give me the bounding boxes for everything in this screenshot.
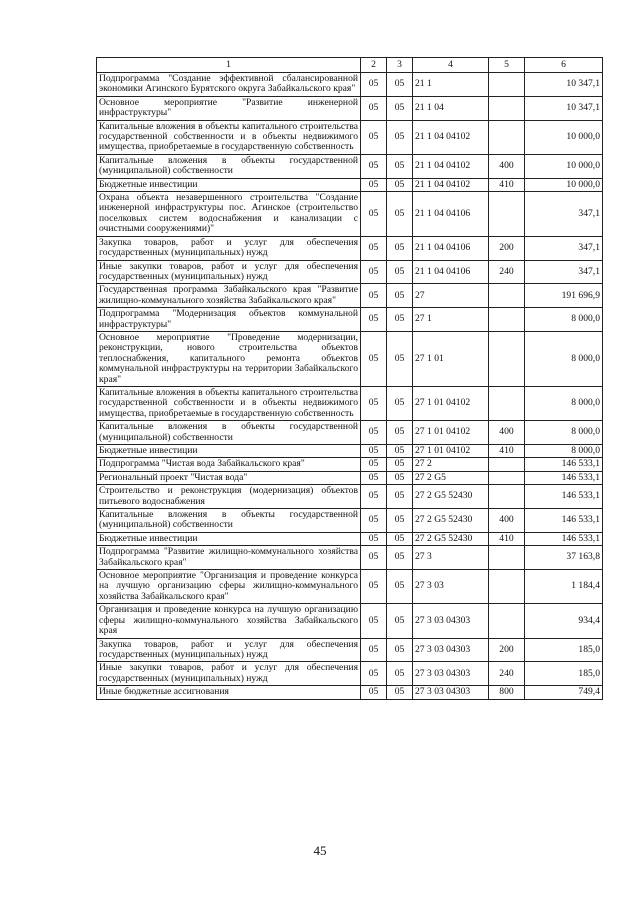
expense-type-cell bbox=[489, 485, 525, 509]
row-name-cell: Строительство и реконструкция (модернизация) объектов питьевого водоснабжения bbox=[97, 485, 361, 509]
expense-type-cell bbox=[489, 308, 525, 332]
amount-cell: 37 163,8 bbox=[525, 546, 603, 570]
row-name-cell: Основное мероприятие "Развитие инженерной инфраструктуры" bbox=[97, 96, 361, 120]
header-col-2: 2 bbox=[361, 58, 387, 73]
row-name-cell: Капитальные вложения в объекты государственной (муниципальной) собственности bbox=[97, 421, 361, 445]
target-article-cell: 27 1 01 04102 bbox=[413, 386, 489, 420]
table-row bbox=[97, 308, 603, 332]
subsection-code-cell: 05 bbox=[387, 604, 413, 638]
table-row bbox=[97, 509, 603, 533]
section-code-cell: 05 bbox=[361, 509, 387, 533]
section-code-cell: 05 bbox=[361, 445, 387, 458]
subsection-code-cell: 05 bbox=[387, 445, 413, 458]
section-code-cell: 05 bbox=[361, 96, 387, 120]
amount-cell: 8 000,0 bbox=[525, 386, 603, 420]
row-name-cell: Подпрограмма "Создание эффективной сбалансированной экономики Агинского Бурятского округа Забайкальского края" bbox=[97, 73, 361, 97]
table-row bbox=[97, 471, 603, 484]
amount-cell: 146 533,1 bbox=[525, 458, 603, 471]
subsection-code-cell: 05 bbox=[387, 638, 413, 662]
expense-type-cell: 410 bbox=[489, 532, 525, 545]
amount-cell: 185,0 bbox=[525, 638, 603, 662]
expense-type-cell bbox=[489, 386, 525, 420]
amount-cell: 185,0 bbox=[525, 662, 603, 686]
row-name-cell: Бюджетные инвестиции bbox=[97, 178, 361, 191]
row-name-cell: Основное мероприятие "Организация и проведение конкурса на лучшую организацию сферы жилищно-коммунального хозяйства Забайкальского края" bbox=[97, 570, 361, 604]
target-article-cell: 27 2 G5 bbox=[413, 471, 489, 484]
amount-cell: 8 000,0 bbox=[525, 445, 603, 458]
header-row bbox=[97, 58, 603, 73]
row-name-cell: Закупка товаров, работ и услуг для обеспечения государственных (муниципальных) нужд bbox=[97, 638, 361, 662]
table-row bbox=[97, 421, 603, 445]
target-article-cell: 27 2 bbox=[413, 458, 489, 471]
row-name-cell: Иные бюджетные ассигнования bbox=[97, 686, 361, 699]
budget-table bbox=[96, 57, 603, 700]
header-col-1: 1 bbox=[97, 58, 361, 73]
row-name-cell: Подпрограмма "Развитие жилищно-коммунального хозяйства Забайкальского края" bbox=[97, 546, 361, 570]
expense-type-cell bbox=[489, 471, 525, 484]
amount-cell: 10 000,0 bbox=[525, 178, 603, 191]
section-code-cell: 05 bbox=[361, 604, 387, 638]
table-row bbox=[97, 485, 603, 509]
subsection-code-cell: 05 bbox=[387, 509, 413, 533]
amount-cell: 8 000,0 bbox=[525, 308, 603, 332]
table-row bbox=[97, 570, 603, 604]
section-code-cell: 05 bbox=[361, 485, 387, 509]
subsection-code-cell: 05 bbox=[387, 570, 413, 604]
subsection-code-cell: 05 bbox=[387, 178, 413, 191]
subsection-code-cell: 05 bbox=[387, 386, 413, 420]
table-body bbox=[97, 73, 603, 700]
amount-cell: 934,4 bbox=[525, 604, 603, 638]
amount-cell: 1 184,4 bbox=[525, 570, 603, 604]
row-name-cell: Подпрограмма "Модернизация объектов коммунальной инфраструктуры" bbox=[97, 308, 361, 332]
section-code-cell: 05 bbox=[361, 178, 387, 191]
amount-cell: 10 347,1 bbox=[525, 96, 603, 120]
row-name-cell: Подпрограмма "Чистая вода Забайкальского края" bbox=[97, 458, 361, 471]
row-name-cell: Капитальные вложения в объекты капитального строительства государственной собственности и в объекты недвижимого имущества, приобретаемые в государственную собственность bbox=[97, 386, 361, 420]
row-name-cell: Охрана объекта незавершенного строительства "Создание инженерной инфраструктуры пос. Агинское (строительство поселковых систем водоснабжения и канализации с очистными сооружениями)" bbox=[97, 192, 361, 237]
target-article-cell: 27 bbox=[413, 284, 489, 308]
amount-cell: 146 533,1 bbox=[525, 471, 603, 484]
subsection-code-cell: 05 bbox=[387, 236, 413, 260]
target-article-cell: 21 1 04 04106 bbox=[413, 192, 489, 237]
table-row bbox=[97, 638, 603, 662]
expense-type-cell bbox=[489, 570, 525, 604]
page-number: 45 bbox=[313, 843, 327, 858]
row-name-cell: Иные закупки товаров, работ и услуг для обеспечения государственных (муниципальных) нужд bbox=[97, 662, 361, 686]
section-code-cell: 05 bbox=[361, 284, 387, 308]
amount-cell: 146 533,1 bbox=[525, 485, 603, 509]
row-name-cell: Капитальные вложения в объекты капитального строительства государственной собственности и в объекты недвижимого имущества, приобретаемые в государственную собственность bbox=[97, 120, 361, 154]
target-article-cell: 27 3 bbox=[413, 546, 489, 570]
row-name-cell: Бюджетные инвестиции bbox=[97, 532, 361, 545]
table-row bbox=[97, 386, 603, 420]
section-code-cell: 05 bbox=[361, 236, 387, 260]
target-article-cell: 21 1 04 04106 bbox=[413, 236, 489, 260]
target-article-cell: 27 1 01 bbox=[413, 331, 489, 386]
row-name-cell: Капитальные вложения в объекты государственной (муниципальной) собственности bbox=[97, 154, 361, 178]
row-name-cell: Иные закупки товаров, работ и услуг для обеспечения государственных (муниципальных) нужд bbox=[97, 260, 361, 284]
target-article-cell: 27 1 01 04102 bbox=[413, 421, 489, 445]
section-code-cell: 05 bbox=[361, 73, 387, 97]
table-header bbox=[97, 58, 603, 73]
subsection-code-cell: 05 bbox=[387, 532, 413, 545]
row-name-cell: Региональный проект "Чистая вода" bbox=[97, 471, 361, 484]
subsection-code-cell: 05 bbox=[387, 73, 413, 97]
expense-type-cell: 200 bbox=[489, 638, 525, 662]
expense-type-cell bbox=[489, 284, 525, 308]
amount-cell: 191 696,9 bbox=[525, 284, 603, 308]
table-row bbox=[97, 96, 603, 120]
header-col-4: 4 bbox=[413, 58, 489, 73]
row-name-cell: Бюджетные инвестиции bbox=[97, 445, 361, 458]
subsection-code-cell: 05 bbox=[387, 284, 413, 308]
section-code-cell: 05 bbox=[361, 154, 387, 178]
target-article-cell: 21 1 04 04106 bbox=[413, 260, 489, 284]
section-code-cell: 05 bbox=[361, 638, 387, 662]
table-row bbox=[97, 331, 603, 386]
table-row bbox=[97, 154, 603, 178]
section-code-cell: 05 bbox=[361, 546, 387, 570]
expense-type-cell: 400 bbox=[489, 154, 525, 178]
target-article-cell: 27 1 bbox=[413, 308, 489, 332]
row-name-cell: Организация и проведение конкурса на лучшую организацию сферы жилищно-коммунального хозяйства Забайкальского края bbox=[97, 604, 361, 638]
subsection-code-cell: 05 bbox=[387, 96, 413, 120]
section-code-cell: 05 bbox=[361, 662, 387, 686]
target-article-cell: 27 2 G5 52430 bbox=[413, 485, 489, 509]
amount-cell: 8 000,0 bbox=[525, 421, 603, 445]
target-article-cell: 27 2 G5 52430 bbox=[413, 532, 489, 545]
section-code-cell: 05 bbox=[361, 458, 387, 471]
subsection-code-cell: 05 bbox=[387, 331, 413, 386]
table-row bbox=[97, 445, 603, 458]
expense-type-cell: 400 bbox=[489, 421, 525, 445]
target-article-cell: 21 1 bbox=[413, 73, 489, 97]
amount-cell: 749,4 bbox=[525, 686, 603, 699]
table-row bbox=[97, 532, 603, 545]
target-article-cell: 27 1 01 04102 bbox=[413, 445, 489, 458]
table-row bbox=[97, 686, 603, 699]
subsection-code-cell: 05 bbox=[387, 546, 413, 570]
section-code-cell: 05 bbox=[361, 471, 387, 484]
header-col-5: 5 bbox=[489, 58, 525, 73]
target-article-cell: 27 3 03 04303 bbox=[413, 686, 489, 699]
subsection-code-cell: 05 bbox=[387, 260, 413, 284]
section-code-cell: 05 bbox=[361, 570, 387, 604]
amount-cell: 347,1 bbox=[525, 236, 603, 260]
expense-type-cell: 240 bbox=[489, 260, 525, 284]
expense-type-cell: 410 bbox=[489, 178, 525, 191]
target-article-cell: 27 3 03 04303 bbox=[413, 604, 489, 638]
expense-type-cell bbox=[489, 604, 525, 638]
row-name-cell: Закупка товаров, работ и услуг для обеспечения государственных (муниципальных) нужд bbox=[97, 236, 361, 260]
expense-type-cell bbox=[489, 120, 525, 154]
table-row bbox=[97, 120, 603, 154]
target-article-cell: 21 1 04 bbox=[413, 96, 489, 120]
subsection-code-cell: 05 bbox=[387, 421, 413, 445]
subsection-code-cell: 05 bbox=[387, 686, 413, 699]
expense-type-cell bbox=[489, 331, 525, 386]
subsection-code-cell: 05 bbox=[387, 120, 413, 154]
expense-type-cell: 410 bbox=[489, 445, 525, 458]
target-article-cell: 27 2 G5 52430 bbox=[413, 509, 489, 533]
table-row bbox=[97, 73, 603, 97]
expense-type-cell: 400 bbox=[489, 509, 525, 533]
table-row bbox=[97, 284, 603, 308]
section-code-cell: 05 bbox=[361, 308, 387, 332]
section-code-cell: 05 bbox=[361, 260, 387, 284]
expense-type-cell: 200 bbox=[489, 236, 525, 260]
amount-cell: 347,1 bbox=[525, 260, 603, 284]
amount-cell: 10 000,0 bbox=[525, 120, 603, 154]
table-row bbox=[97, 662, 603, 686]
header-col-6: 6 bbox=[525, 58, 603, 73]
table-row bbox=[97, 604, 603, 638]
section-code-cell: 05 bbox=[361, 192, 387, 237]
table-row bbox=[97, 458, 603, 471]
row-name-cell: Основное мероприятие "Проведение модернизации, реконструкции, нового строительства объектов теплоснабжения, капитального ремонта объектов коммунальной инфраструктуры на территории Забайкальского края" bbox=[97, 331, 361, 386]
expense-type-cell bbox=[489, 458, 525, 471]
amount-cell: 8 000,0 bbox=[525, 331, 603, 386]
target-article-cell: 27 3 03 bbox=[413, 570, 489, 604]
row-name-cell: Государственная программа Забайкальского края "Развитие жилищно-коммунального хозяйства Забайкальского края" bbox=[97, 284, 361, 308]
table-row bbox=[97, 236, 603, 260]
expense-type-cell bbox=[489, 96, 525, 120]
amount-cell: 347,1 bbox=[525, 192, 603, 237]
amount-cell: 146 533,1 bbox=[525, 532, 603, 545]
target-article-cell: 27 3 03 04303 bbox=[413, 638, 489, 662]
subsection-code-cell: 05 bbox=[387, 308, 413, 332]
header-col-3: 3 bbox=[387, 58, 413, 73]
row-name-cell: Капитальные вложения в объекты государственной (муниципальной) собственности bbox=[97, 509, 361, 533]
amount-cell: 10 000,0 bbox=[525, 154, 603, 178]
table-row bbox=[97, 546, 603, 570]
target-article-cell: 21 1 04 04102 bbox=[413, 154, 489, 178]
amount-cell: 146 533,1 bbox=[525, 509, 603, 533]
target-article-cell: 21 1 04 04102 bbox=[413, 120, 489, 154]
subsection-code-cell: 05 bbox=[387, 662, 413, 686]
subsection-code-cell: 05 bbox=[387, 192, 413, 237]
subsection-code-cell: 05 bbox=[387, 458, 413, 471]
table-row bbox=[97, 192, 603, 237]
section-code-cell: 05 bbox=[361, 686, 387, 699]
section-code-cell: 05 bbox=[361, 386, 387, 420]
section-code-cell: 05 bbox=[361, 331, 387, 386]
table-row bbox=[97, 260, 603, 284]
amount-cell: 10 347,1 bbox=[525, 73, 603, 97]
expense-type-cell: 240 bbox=[489, 662, 525, 686]
table-row bbox=[97, 178, 603, 191]
subsection-code-cell: 05 bbox=[387, 485, 413, 509]
subsection-code-cell: 05 bbox=[387, 471, 413, 484]
section-code-cell: 05 bbox=[361, 421, 387, 445]
expense-type-cell bbox=[489, 73, 525, 97]
target-article-cell: 27 3 03 04303 bbox=[413, 662, 489, 686]
subsection-code-cell: 05 bbox=[387, 154, 413, 178]
expense-type-cell bbox=[489, 546, 525, 570]
section-code-cell: 05 bbox=[361, 120, 387, 154]
expense-type-cell bbox=[489, 192, 525, 237]
target-article-cell: 21 1 04 04102 bbox=[413, 178, 489, 191]
expense-type-cell: 800 bbox=[489, 686, 525, 699]
section-code-cell: 05 bbox=[361, 532, 387, 545]
